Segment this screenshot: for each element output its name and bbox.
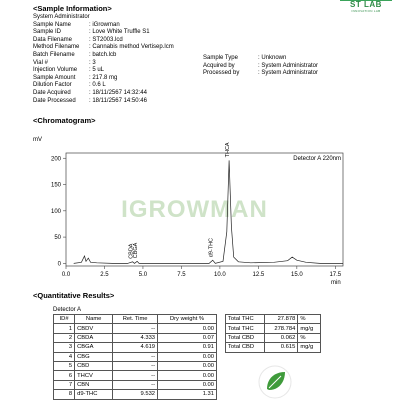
cell-id: 3 [54, 343, 75, 352]
cell-id: 6 [54, 371, 75, 380]
x-tick-label: 7.5 [177, 272, 186, 278]
cell-ret-time: -- [113, 361, 158, 370]
cell-dry-weight: 0.00 [158, 361, 217, 370]
sample-info-heading: <Sample Information> [33, 4, 112, 13]
cell-id: 1 [54, 324, 75, 333]
x-tick-label: 10.0 [214, 272, 226, 278]
watermark-text: IGROWMAN [121, 196, 268, 223]
sample-info-right-label: Sample Type [203, 55, 238, 61]
cell-name: CBDA [75, 333, 113, 342]
detector-label: Detector A [53, 307, 82, 313]
cell-name: d9-THC [75, 390, 113, 399]
totals-label: Total CBD [226, 343, 265, 352]
totals-table [225, 314, 321, 353]
cell-ret-time: -- [113, 324, 158, 333]
sample-info-value: : 3 [89, 59, 96, 66]
sample-info-label: Data Filename [33, 36, 73, 43]
sample-info-value: : Cannabis method Vertisep.lcm [89, 44, 174, 51]
totals-value: 0.062 [265, 333, 298, 342]
sample-info-value: : Love White Truffle S1 [89, 29, 150, 36]
cell-name: CBDV [75, 324, 113, 333]
st-lab-logo [340, 0, 392, 15]
table-row [54, 324, 217, 333]
y-tick-label: 150 [50, 182, 61, 189]
totals-value: 278.784 [265, 324, 298, 333]
sample-info-label: Batch Filename [33, 51, 75, 58]
header-ret-time: Ret. Time [113, 315, 158, 324]
sample-info-right-value: : Unknown [258, 55, 287, 61]
sample-info-label: Method Filename [33, 44, 80, 51]
table-row [54, 390, 217, 399]
sample-info-right-label: Processed by [203, 70, 240, 77]
table-row [54, 361, 217, 370]
table-row [54, 352, 217, 361]
brand-name: ST LAB [350, 0, 382, 9]
y-axis-unit: mV [33, 137, 42, 143]
cell-dry-weight: 0.91 [158, 343, 217, 352]
table-row [54, 343, 217, 352]
x-tick-label: 15.0 [290, 272, 303, 278]
cell-name: CBGA [75, 343, 113, 352]
y-tick-label: 200 [50, 156, 61, 163]
quantitative-results-heading: <Quantitative Results> [33, 291, 115, 300]
cell-ret-time: 4.619 [113, 343, 158, 352]
cell-id: 7 [54, 380, 75, 389]
cell-ret-time: -- [113, 352, 158, 361]
peak-label: CBDA [128, 243, 135, 259]
cell-name: CBD [75, 361, 113, 370]
sample-info-value: : 18/11/2567 14:50:46 [89, 97, 147, 104]
sample-info-label: Sample ID [33, 29, 62, 36]
sample-info-value: : 18/11/2567 14:32:44 [89, 89, 147, 96]
totals-row [226, 315, 321, 324]
cell-name: THCV [75, 371, 113, 380]
x-tick-label: 5.0 [138, 272, 148, 278]
totals-label: Total CBD [226, 333, 265, 342]
sample-info-values [89, 14, 174, 105]
sample-info-label: Sample Amount [33, 74, 76, 81]
sample-info-value: : batch.lcb [89, 51, 117, 58]
sample-info-right-value: : System Administrator [258, 62, 319, 69]
cell-name: CBN [75, 380, 113, 389]
totals-value: 0.615 [265, 343, 298, 352]
cell-id: 8 [54, 390, 75, 399]
peak-label: CBGA [133, 242, 140, 259]
peak-label: d9-THC [208, 237, 215, 258]
chromatogram-chart [0, 125, 400, 290]
totals-label: Total THC [226, 324, 265, 333]
totals-label: Total THC [226, 315, 265, 324]
sample-info-label: Injection Volume [33, 67, 78, 74]
chromatogram-heading: <Chromatogram> [33, 116, 96, 125]
header-id: ID# [54, 315, 75, 324]
x-tick-label: 17.5 [329, 272, 342, 278]
detector-label: Detector A 220nm [293, 156, 341, 162]
totals-row [226, 343, 321, 352]
sample-info-label: Dilution Factor [33, 82, 72, 89]
x-tick-label: 12.5 [252, 272, 265, 278]
x-tick-label: 2.5 [100, 272, 109, 278]
sample-info-right-value: : System Administrator [258, 70, 319, 77]
cell-id: 5 [54, 361, 75, 370]
sample-info-value: : 0.6 L [89, 82, 106, 89]
totals-unit: mg/g [298, 343, 321, 352]
cell-name: CBG [75, 352, 113, 361]
sample-info-label: Sample Name [33, 21, 72, 28]
totals-row [226, 324, 321, 333]
table-row [54, 380, 217, 389]
sample-info-label: System Administrator [33, 14, 90, 20]
sample-info-label: Vial # [33, 59, 48, 66]
totals-unit: mg/g [298, 324, 321, 333]
sample-info-label: Date Acquired [33, 89, 71, 96]
header-name: Name [75, 315, 113, 324]
y-tick-label: 100 [50, 208, 61, 215]
sample-info-right-label: Acquired by [203, 62, 235, 69]
results-table [53, 314, 217, 400]
totals-unit: % [298, 333, 321, 342]
results-header-row [54, 315, 217, 324]
table-row [54, 333, 217, 342]
cell-ret-time: 9.532 [113, 390, 158, 399]
cell-dry-weight: 0.00 [158, 352, 217, 361]
totals-row [226, 333, 321, 342]
x-tick-label: 0.0 [61, 272, 71, 278]
cell-ret-time: -- [113, 380, 158, 389]
cell-id: 4 [54, 352, 75, 361]
peak-label: THCA [225, 142, 232, 158]
sample-info-value: : 5 uL [89, 67, 105, 74]
cell-dry-weight: 0.00 [158, 324, 217, 333]
y-tick-label: 50 [54, 235, 61, 242]
sample-info-right-values [258, 55, 318, 78]
table-row [54, 371, 217, 380]
brand-tagline: INNOVATION LAB [351, 9, 381, 13]
totals-unit: % [298, 315, 321, 324]
cell-dry-weight: 0.00 [158, 371, 217, 380]
leaf-icon [258, 365, 292, 399]
sample-info-value: : ST2003.lcd [89, 36, 123, 43]
sample-info-value: : iGrowman [89, 21, 120, 28]
totals-value: 27.878 [265, 315, 298, 324]
sample-info-label: Date Processed [33, 97, 76, 104]
sample-info-value [89, 14, 174, 22]
cell-dry-weight: 1.31 [158, 390, 217, 399]
cell-ret-time: 4.333 [113, 333, 158, 342]
sample-info-right-labels [203, 55, 239, 78]
cell-dry-weight: 0.07 [158, 333, 217, 342]
cell-id: 2 [54, 333, 75, 342]
cell-ret-time: -- [113, 371, 158, 380]
y-tick-label: 0 [57, 261, 61, 268]
x-axis-unit: min [331, 280, 341, 286]
header-dry-weight: Dry weight % [158, 315, 217, 324]
sample-info-value: : 217.8 mg [89, 74, 118, 81]
cell-dry-weight: 0.00 [158, 380, 217, 389]
sample-info-labels [33, 14, 90, 105]
